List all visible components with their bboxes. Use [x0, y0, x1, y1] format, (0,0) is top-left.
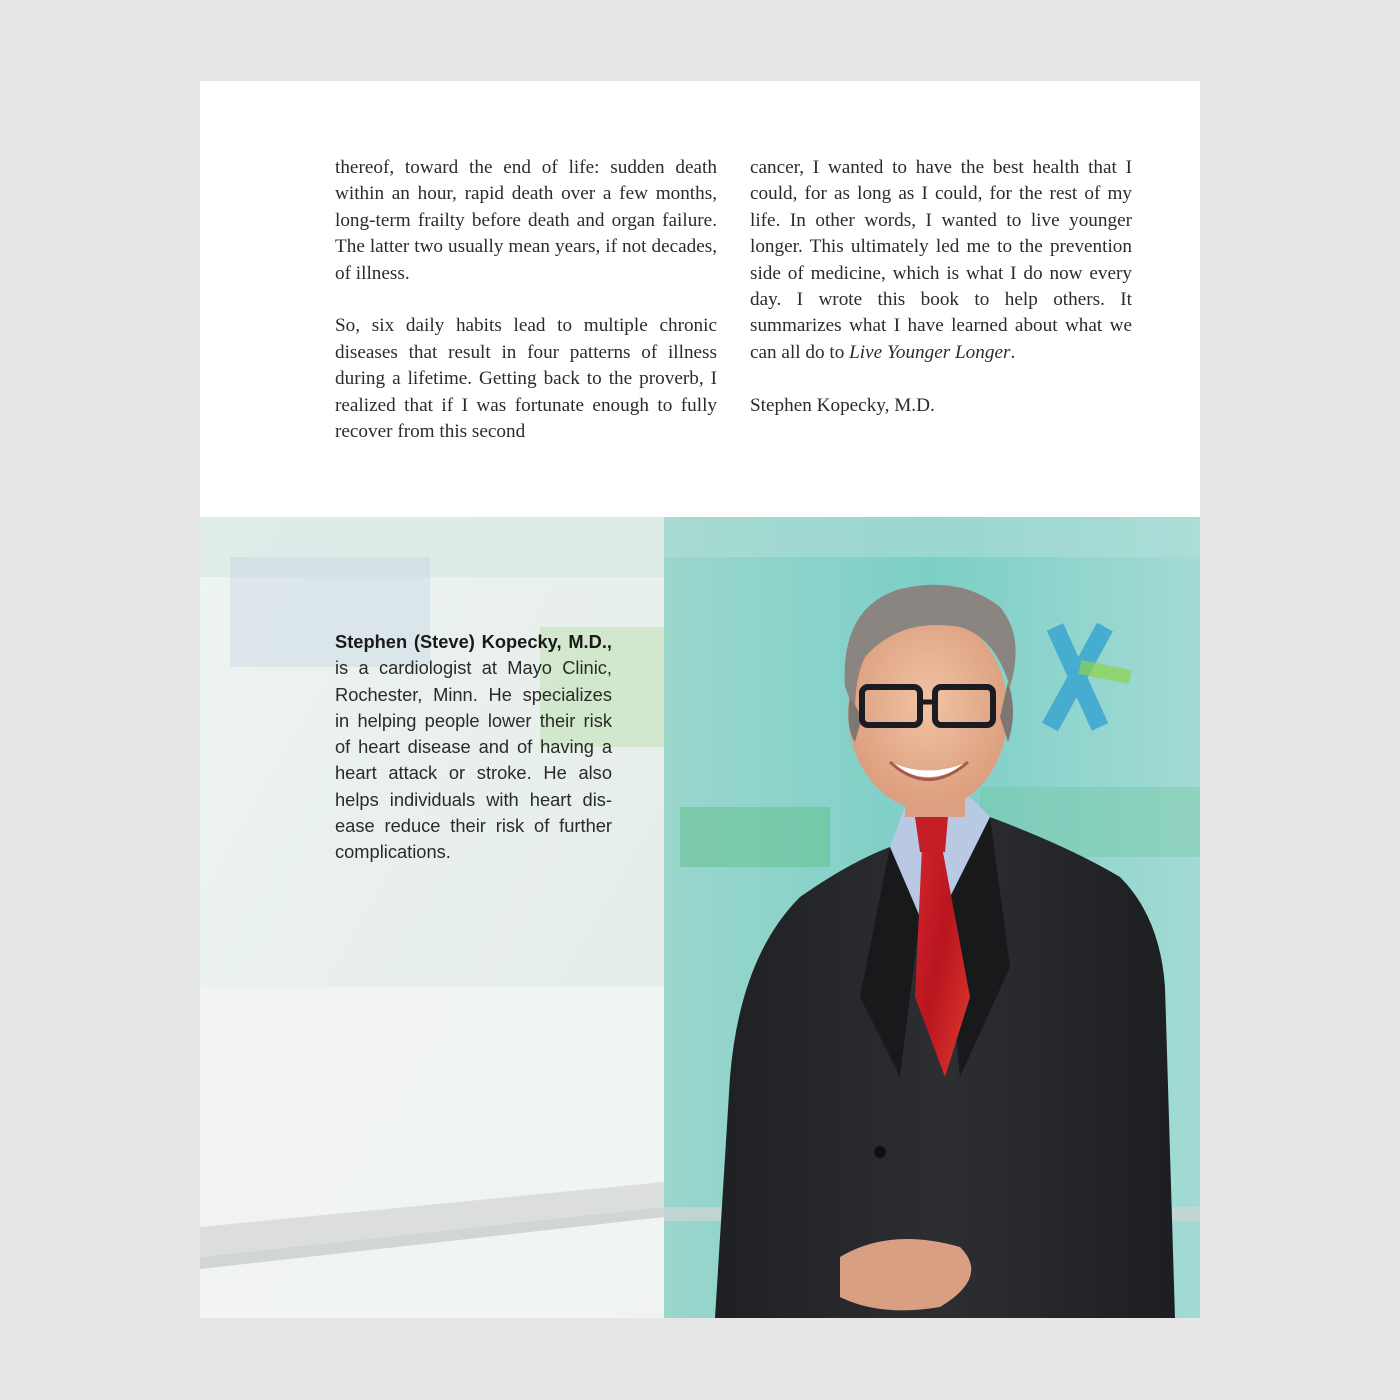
left-paragraph-1: thereof, toward the end of life: sudden death within an hour, rapid death over a few months, long-term frailty before death and organ failure. The latter two usually mean years, if not decades, of illness.: [335, 157, 717, 284]
bio-text: is a cardiologist at Mayo Clinic, Rochester, Minn. He specializes in helping people lower their risk of heart disease and of having a heart attack or stroke. He also helps individuals with heart disease reduce their risk of further complications.: [335, 657, 612, 863]
bio-name: Stephen (Steve) Kopecky, M.D.,: [335, 631, 612, 652]
left-paragraph-2: So, six daily habits lead to multiple chronic diseases that result in four patterns of illness during a lifetime. Getting back to the proverb, I realized that if I was fortunate enough to fully recover from this second: [335, 315, 717, 443]
author-signature: Stephen Kopecky, M.D.: [750, 394, 935, 416]
right-paragraph-1: [750, 155, 1132, 366]
right-paragraph-1-end: .: [1010, 341, 1016, 363]
author-photo: [200, 517, 1200, 1318]
book-title: Live Younger Longer: [849, 341, 1011, 363]
book-page: [200, 81, 1200, 1318]
right-paragraph-1-text: cancer, I wanted to have the best health that I could, for as long as I could, for the rest of my life. In other words, I wanted to live younger longer. This ultimately led me to the prevention side of medicine, which is what I do now every day. I wrote this book to help others. It summarizes what I have learned about what we can all do to: [750, 157, 1132, 363]
left-column: [335, 155, 717, 472]
body-text: [335, 155, 1132, 515]
right-column: [750, 155, 1132, 445]
author-bio: [335, 629, 612, 866]
